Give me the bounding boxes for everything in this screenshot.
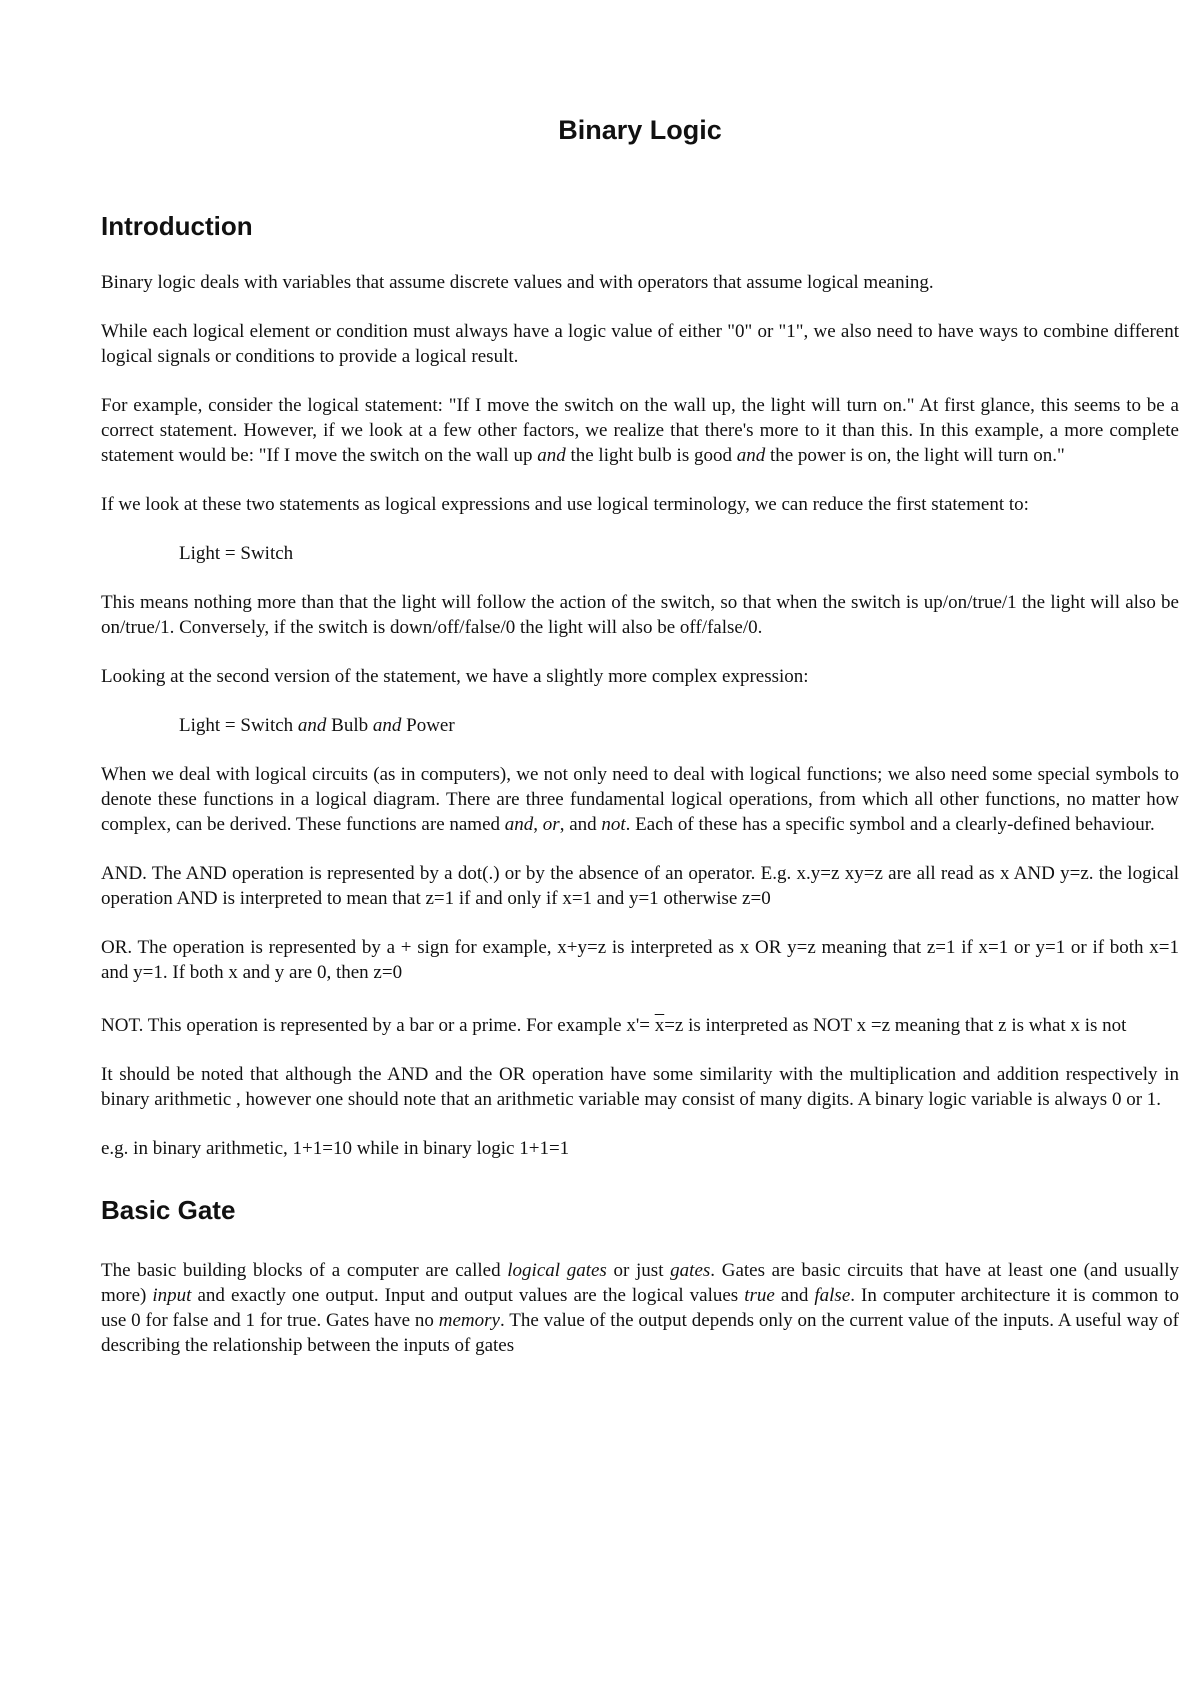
- emphasis: memory: [438, 1310, 500, 1331]
- equation: Light = Switch: [179, 543, 294, 564]
- paragraph-or-operation: OR. The operation is represented by a + sign for example, x+y=z is interpreted as x OR y=z meaning that z=1 if x=1 or y=1 or if both x=1 and y=1. If both x and y are 0, then z=0: [101, 937, 1179, 983]
- emphasis: gates: [670, 1260, 711, 1281]
- paragraph: If we look at these two statements as logical expressions and use logical terminology, we can reduce the first statement to:: [101, 494, 1029, 515]
- text-run: the power is on, the light will turn on.": [765, 445, 1065, 466]
- text-run: When we deal with logical circuits (as in computers), we not only need to deal with logical functions; we also need some special symbols to denote these functions in a logical diagram. There are three fundamental logical operations, from which all other functions, no matter how complex, can be derived. These functions are named: [101, 764, 1179, 835]
- emphasis: false: [814, 1285, 851, 1306]
- emphasis: and: [372, 715, 402, 736]
- paragraph: [101, 762, 1179, 837]
- paragraph: Looking at the second version of the statement, we have a slightly more complex expression:: [101, 666, 809, 687]
- emphasis: and: [736, 445, 766, 466]
- text-run: =z is interpreted as NOT x =z meaning that z is what x is not: [664, 1015, 1127, 1036]
- paragraph: While each logical element or condition must always have a logic value of either "0" or "1", we also need to have ways to combine different logical signals or conditions to provide a logical result.: [101, 321, 1179, 367]
- emphasis: and: [297, 715, 327, 736]
- equation: [101, 713, 1179, 738]
- paragraph: e.g. in binary arithmetic, 1+1=10 while in binary logic 1+1=1: [101, 1138, 570, 1159]
- text-run: and exactly one output. Input and output values are the logical values: [191, 1285, 745, 1306]
- section-heading-basic-gate: Basic Gate: [101, 1195, 236, 1225]
- text-run: the light bulb is good: [565, 445, 737, 466]
- paragraph: It should be noted that although the AND and the OR operation have some similarity with the multiplication and addition respectively in binary arithmetic , however one should note that an arithmetic variable may consist of many digits. A binary logic variable is always 0 or 1.: [101, 1064, 1179, 1110]
- text-run: or just: [606, 1260, 671, 1281]
- text-run: ,: [533, 814, 543, 835]
- emphasis: logical gates: [507, 1260, 607, 1281]
- text-run: and: [774, 1285, 815, 1306]
- text-run: . The value of the output depends only on the current value of the inputs. A useful way of describing the relationship between the inputs of gates: [101, 1310, 1179, 1356]
- text-run: . Gates are basic circuits that have at least one (and usually more): [101, 1260, 1179, 1306]
- paragraph: Binary logic deals with variables that assume discrete values and with operators that assume logical meaning.: [101, 272, 934, 293]
- emphasis: and: [504, 814, 534, 835]
- text-run: , and: [559, 814, 602, 835]
- text-run: For example, consider the logical statement: "If I move the switch on the wall up, the light will turn on." At first glance, this seems to be a correct statement. However, if we look at a few other factors, we realize that there's more to it than this. In this example, a more complete statement would be: "If I move the switch on the wall up: [101, 395, 1179, 466]
- text-run: Bulb: [326, 715, 373, 736]
- paragraph-and-operation: AND. The AND operation is represented by a dot(.) or by the absence of an operator. E.g. x.y=z xy=z are all read as x AND y=z. the logical operation AND is interpreted to mean that z=1 if and only if x=1 and y=1 otherwise z=0: [101, 863, 1179, 909]
- text-run: Light = Switch: [179, 715, 298, 736]
- emphasis: true: [744, 1285, 775, 1306]
- text-run: The basic building blocks of a computer are called: [101, 1260, 508, 1281]
- text-run: NOT. This operation is represented by a bar or a prime. For example x'=: [101, 1015, 655, 1036]
- page-title: Binary Logic: [558, 115, 722, 145]
- text-run: Power: [401, 715, 455, 736]
- text-run: . In computer architecture it is common to use 0 for false and 1 for true. Gates have no: [101, 1285, 1179, 1331]
- emphasis: and: [537, 445, 566, 466]
- document-content: [101, 100, 1179, 1358]
- paragraph-not-operation: [101, 1013, 1179, 1038]
- paragraph: [101, 1258, 1179, 1358]
- emphasis: or: [542, 814, 560, 835]
- emphasis: input: [152, 1285, 192, 1306]
- x-bar-symbol: $\overline{x}$: [654, 1015, 665, 1036]
- emphasis: not: [601, 814, 626, 835]
- text-run: . Each of these has a specific symbol and a clearly-defined behaviour.: [625, 814, 1155, 835]
- paragraph: This means nothing more than that the light will follow the action of the switch, so that when the switch is up/on/true/1 the light will also be on/true/1. Conversely, if the switch is down/off/false/0 the light will also be off/false/0.: [101, 592, 1179, 638]
- section-heading-introduction: Introduction: [101, 211, 253, 241]
- paragraph: [101, 393, 1179, 468]
